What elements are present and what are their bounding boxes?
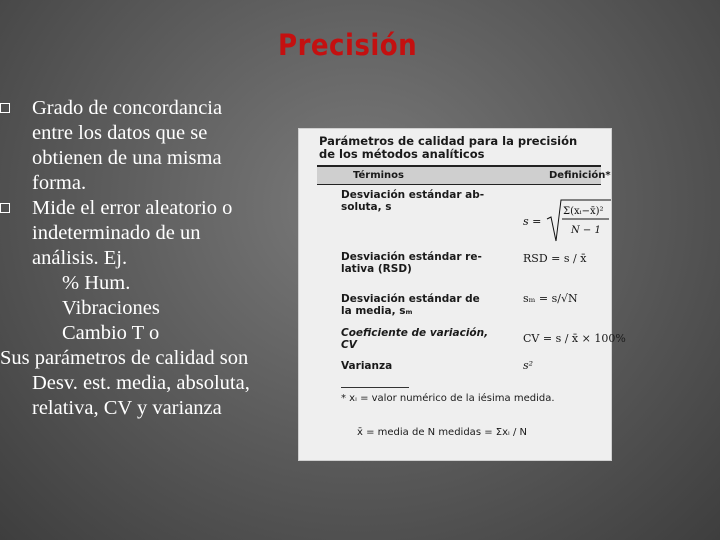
example-humidity: % Hum. <box>62 272 131 294</box>
table-title-line-1: Parámetros de calidad para la precisión <box>319 134 578 148</box>
table-header <box>317 165 611 185</box>
footnote-divider <box>341 387 409 388</box>
term-line: Varianza <box>341 360 393 372</box>
term-line: Desviación estándar ab- <box>341 189 485 201</box>
term-line: lativa (RSD) <box>341 263 412 275</box>
bullet-item-2 <box>0 196 300 221</box>
bullet-list <box>0 96 300 421</box>
footnote-mean: x̄ = media de N medidas = Σxᵢ / N <box>357 427 527 438</box>
definition-sd-of-mean: sₘ = s/√N <box>523 292 578 305</box>
term-coefficient-of-variation <box>341 327 488 351</box>
slide-title: Precisión <box>278 28 418 62</box>
square-bullet-icon <box>0 203 10 213</box>
bullet-1-line-3: obtienen de una misma <box>32 147 222 169</box>
svg-text:s =: s = <box>523 215 542 228</box>
term-line: la media, sₘ <box>341 305 413 317</box>
svg-text:Σ(xᵢ−x̄)²: Σ(xᵢ−x̄)² <box>563 206 604 217</box>
table-title-line-2: de los métodos analíticos <box>319 147 485 161</box>
term-sd-of-mean <box>341 293 480 317</box>
bullet-2-line-3: análisis. Ej. <box>32 247 128 269</box>
term-line: Coeficiente de variación, <box>341 327 489 339</box>
sd-formula-graphic <box>523 197 611 247</box>
example-vibrations: Vibraciones <box>62 297 160 319</box>
bullet-1-line-1: Grado de concordancia <box>32 97 223 119</box>
bullet-item-1 <box>0 96 300 121</box>
footnote-xi: * xᵢ = valor numérico de la iésima medida. <box>341 393 555 404</box>
parameters-line: Sus parámetros de calidad son <box>0 347 249 369</box>
definition-absolute-sd <box>523 197 611 250</box>
square-bullet-icon <box>0 103 10 113</box>
precision-parameters-table-image <box>298 128 626 461</box>
term-line: CV <box>341 339 357 351</box>
term-absolute-sd <box>341 189 484 213</box>
parameters-line-2: Desv. est. media, absoluta, <box>32 372 250 394</box>
definition-rsd: RSD = s / x̄ <box>523 252 587 265</box>
example-temperature-change: Cambio T o <box>62 322 160 344</box>
bullet-1-line-2: entre los datos que se <box>32 122 208 144</box>
term-line: soluta, s <box>341 201 392 213</box>
definition-cv: CV = s / x̄ × 100% <box>523 332 626 345</box>
definition-variance: s² <box>523 359 534 372</box>
bullet-2-line-1: Mide el error aleatorio o <box>32 197 233 219</box>
term-line: Desviación estándar re- <box>341 251 482 263</box>
header-terms: Términos <box>353 170 404 181</box>
svg-text:N − 1: N − 1 <box>571 225 601 236</box>
header-definition: Definición* <box>549 170 611 181</box>
bullet-1-line-4: forma. <box>32 172 87 194</box>
table-title <box>319 135 577 161</box>
term-variance <box>341 360 392 372</box>
term-relative-sd <box>341 251 482 275</box>
bullet-2-line-2: indeterminado de un <box>32 222 201 244</box>
parameters-line-3: relativa, CV y varianza <box>32 397 222 419</box>
term-line: Desviación estándar de <box>341 293 480 305</box>
